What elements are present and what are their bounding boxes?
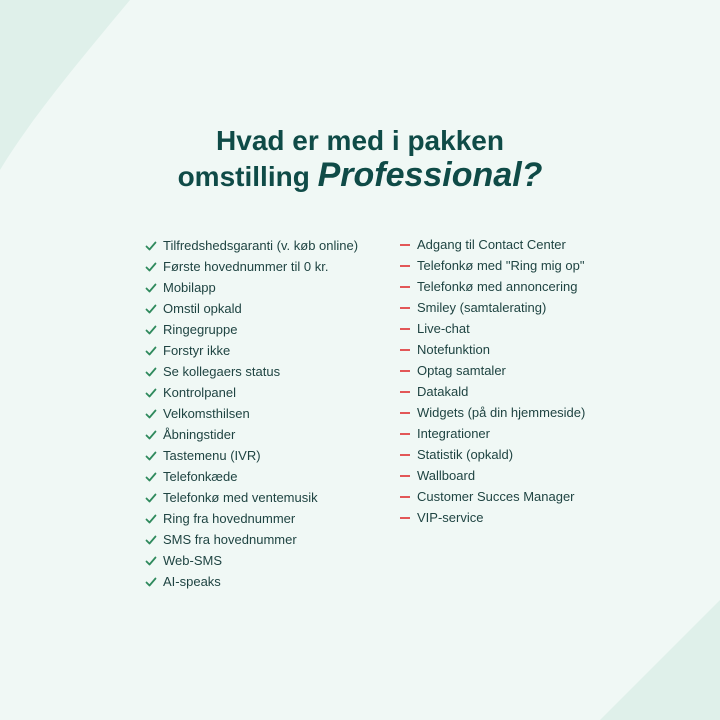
excluded-feature-item	[400, 297, 585, 318]
check-icon	[145, 450, 157, 462]
excluded-feature-item	[400, 276, 585, 297]
excluded-feature-label: Telefonkø med annoncering	[417, 279, 578, 294]
dash-icon	[400, 349, 410, 351]
dash-icon	[400, 265, 410, 267]
excluded-feature-item	[400, 486, 585, 507]
dash-icon	[400, 496, 410, 498]
excluded-feature-item	[400, 360, 585, 381]
check-icon	[145, 366, 157, 378]
included-feature-item	[145, 529, 358, 550]
included-feature-item	[145, 571, 358, 592]
included-feature-item	[145, 277, 358, 298]
included-feature-item	[145, 382, 358, 403]
excluded-feature-item	[400, 423, 585, 444]
dash-icon	[400, 307, 410, 309]
dash-icon	[400, 412, 410, 414]
check-icon	[145, 240, 157, 252]
check-icon	[145, 555, 157, 567]
dash-icon	[400, 370, 410, 372]
included-feature-item	[145, 550, 358, 571]
check-icon	[145, 513, 157, 525]
dash-icon	[400, 433, 410, 435]
title-highlight: Professional?	[317, 156, 543, 194]
check-icon	[145, 492, 157, 504]
included-feature-item	[145, 361, 358, 382]
check-icon	[145, 471, 157, 483]
excluded-feature-item	[400, 381, 585, 402]
included-feature-label: Første hovednummer til 0 kr.	[163, 259, 329, 274]
included-feature-item	[145, 340, 358, 361]
included-feature-label: AI-speaks	[163, 574, 221, 589]
bottom-right-curve-shape	[600, 600, 720, 720]
included-feature-item	[145, 403, 358, 424]
included-feature-label: Telefonkæde	[163, 469, 238, 484]
excluded-feature-label: Adgang til Contact Center	[417, 237, 566, 252]
excluded-feature-item	[400, 339, 585, 360]
check-icon	[145, 345, 157, 357]
excluded-feature-item	[400, 255, 585, 276]
included-feature-item	[145, 256, 358, 277]
dash-icon	[400, 475, 410, 477]
included-feature-item	[145, 508, 358, 529]
dash-icon	[400, 391, 410, 393]
title-line-2-prefix: omstilling	[177, 161, 318, 192]
included-feature-label: Ring fra hovednummer	[163, 511, 296, 526]
excluded-feature-item	[400, 507, 585, 528]
excluded-feature-item	[400, 318, 585, 339]
included-feature-label: SMS fra hovednummer	[163, 532, 297, 547]
excluded-feature-label: Wallboard	[417, 468, 476, 483]
excluded-feature-item	[400, 465, 585, 486]
check-icon	[145, 534, 157, 546]
included-feature-label: Ringegruppe	[163, 322, 238, 337]
title-line-1: Hvad er med i pakken	[216, 125, 504, 156]
excluded-feature-label: Widgets (på din hjemmeside)	[417, 405, 586, 420]
excluded-feature-label: Datakald	[417, 384, 469, 399]
dash-icon	[400, 454, 410, 456]
included-feature-label: Tastemenu (IVR)	[163, 448, 261, 463]
included-feature-item	[145, 319, 358, 340]
included-feature-label: Telefonkø med ventemusik	[163, 490, 318, 505]
page-title	[0, 124, 720, 194]
check-icon	[145, 429, 157, 441]
check-icon	[145, 387, 157, 399]
included-feature-item	[145, 466, 358, 487]
check-icon	[145, 261, 157, 273]
excluded-feature-label: Optag samtaler	[417, 363, 506, 378]
excluded-feature-item	[400, 402, 585, 423]
excluded-feature-label: Telefonkø med "Ring mig op"	[417, 258, 585, 273]
excluded-feature-label: Customer Succes Manager	[417, 489, 575, 504]
dash-icon	[400, 517, 410, 519]
title-line-2	[0, 158, 720, 194]
excluded-feature-label: Integrationer	[417, 426, 490, 441]
dash-icon	[400, 244, 410, 246]
excluded-feature-item	[400, 234, 585, 255]
included-feature-item	[145, 445, 358, 466]
dash-icon	[400, 286, 410, 288]
included-feature-item	[145, 487, 358, 508]
check-icon	[145, 324, 157, 336]
excluded-feature-label: VIP-service	[417, 510, 484, 525]
included-feature-item	[145, 424, 358, 445]
excluded-features-list	[400, 234, 585, 528]
included-features-list	[145, 235, 358, 592]
excluded-feature-label: Live-chat	[417, 321, 470, 336]
check-icon	[145, 282, 157, 294]
excluded-feature-label: Statistik (opkald)	[417, 447, 514, 462]
excluded-feature-label: Notefunktion	[417, 342, 490, 357]
included-feature-item	[145, 298, 358, 319]
included-feature-label: Kontrolpanel	[163, 385, 236, 400]
check-icon	[145, 408, 157, 420]
included-feature-label: Web-SMS	[163, 553, 222, 568]
included-feature-label: Velkomsthilsen	[163, 406, 250, 421]
included-feature-label: Omstil opkald	[163, 301, 242, 316]
included-feature-label: Tilfredshedsgaranti (v. køb online)	[163, 238, 359, 253]
check-icon	[145, 303, 157, 315]
check-icon	[145, 576, 157, 588]
included-feature-item	[145, 235, 358, 256]
included-feature-label: Mobilapp	[163, 280, 216, 295]
included-feature-label: Åbningstider	[163, 427, 236, 442]
dash-icon	[400, 328, 410, 330]
included-feature-label: Forstyr ikke	[163, 343, 231, 358]
excluded-feature-item	[400, 444, 585, 465]
included-feature-label: Se kollegaers status	[163, 364, 281, 379]
excluded-feature-label: Smiley (samtalerating)	[417, 300, 547, 315]
